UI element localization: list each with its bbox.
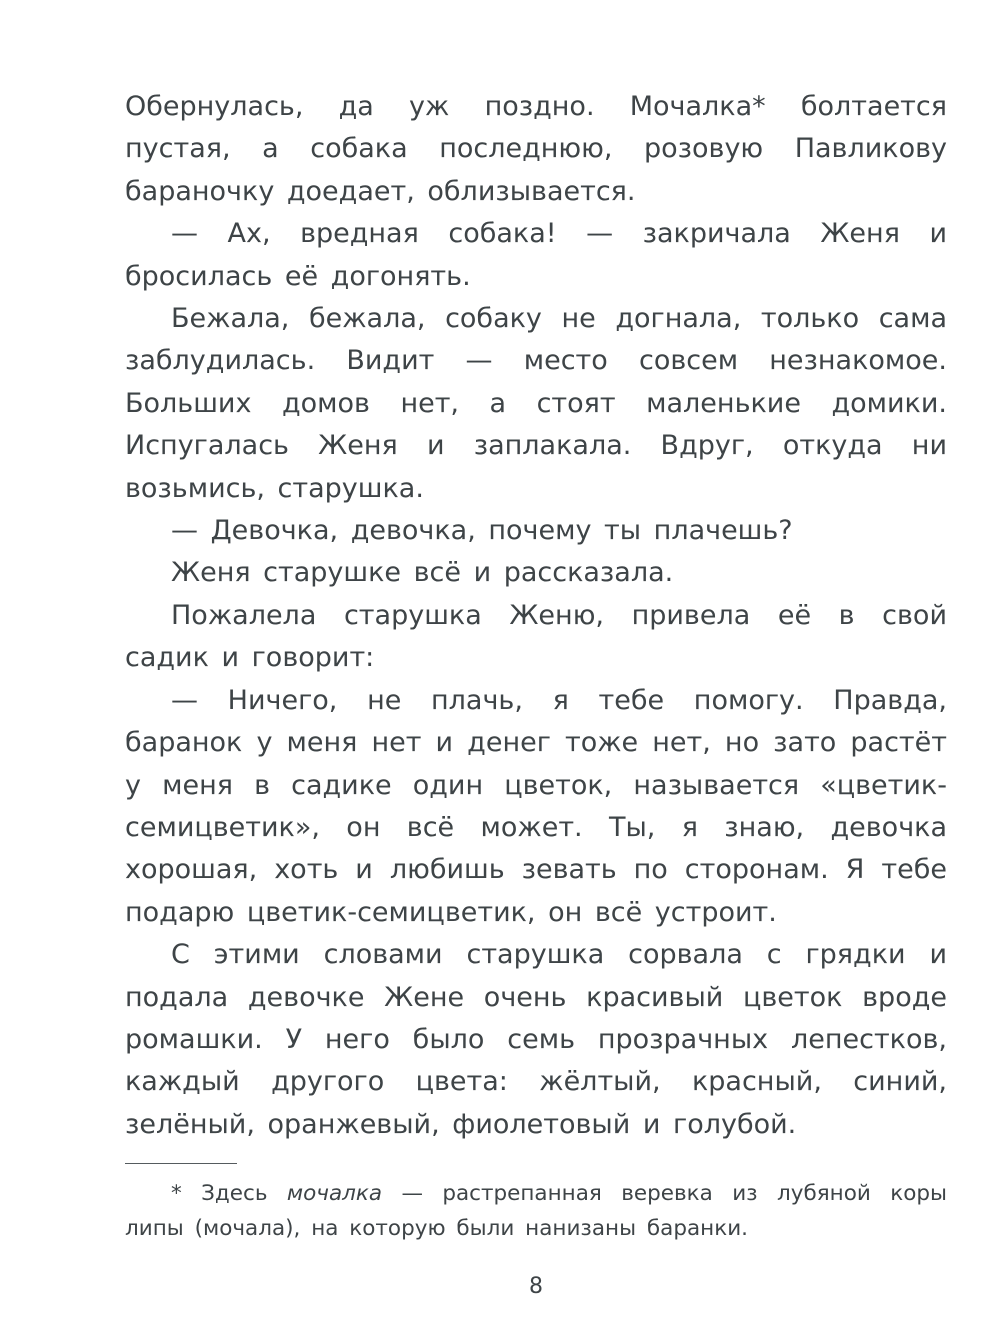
footnote-prefix: Здесь (181, 1181, 287, 1206)
paragraph: Женя старушке всё и рассказала. (171, 557, 674, 589)
footnote-marker: * (171, 1181, 182, 1206)
footnote (125, 1176, 947, 1246)
paragraph: С этими словами старушка сорвала с грядки и подала девочке Жене очень красивый цветок вроде ромашки. У него было семь прозрачных лепестков, каждый другого цвета: жёлтый, красный, синий, зелёный, оранжевый, фиолетовый и голубой. (125, 939, 947, 1140)
footnote-definition: — растрепанная веревка из лубяной коры липы (мочала), на которую были нанизаны баранки. (125, 1181, 947, 1241)
paragraph: — Ах, вредная собака! — закричала Женя и бросилась её догонять. (125, 218, 947, 292)
paragraph: — Девочка, девочка, почему ты плачешь? (171, 515, 793, 547)
paragraph: Пожалела старушка Женю, привела её в свой садик и говорит: (125, 599, 947, 674)
paragraph: Обернулась, да уж поздно. Мочалка* болтается пустая, а собака последнюю, розовую Павликову бараночку доедает, облизывается. (125, 91, 947, 207)
paragraph: Бежала, бежала, собаку не догнала, только сама заблудилась. Видит — место совсем незнакомое. Больших домов нет, а стоят маленькие домики. Испугалась Женя и заплакала. Вдруг, откуда ни возьмись, старушка. (125, 303, 947, 504)
main-text (125, 86, 947, 1146)
page-number: 8 (529, 1274, 543, 1299)
paragraph: — Ничего, не плачь, я тебе помогу. Правда, баранок у меня нет и денег тоже нет, но зато растёт у меня в садике один цветок, называется «цветик-семицветик», он всё может. Ты, я знаю, девочка хорошая, хоть и любишь зевать по сторонам. Я тебе подарю цветик-семицветик, он всё устроит. (125, 684, 947, 928)
footnote-divider (125, 1163, 237, 1164)
footnote-term: мочалка (286, 1181, 383, 1206)
